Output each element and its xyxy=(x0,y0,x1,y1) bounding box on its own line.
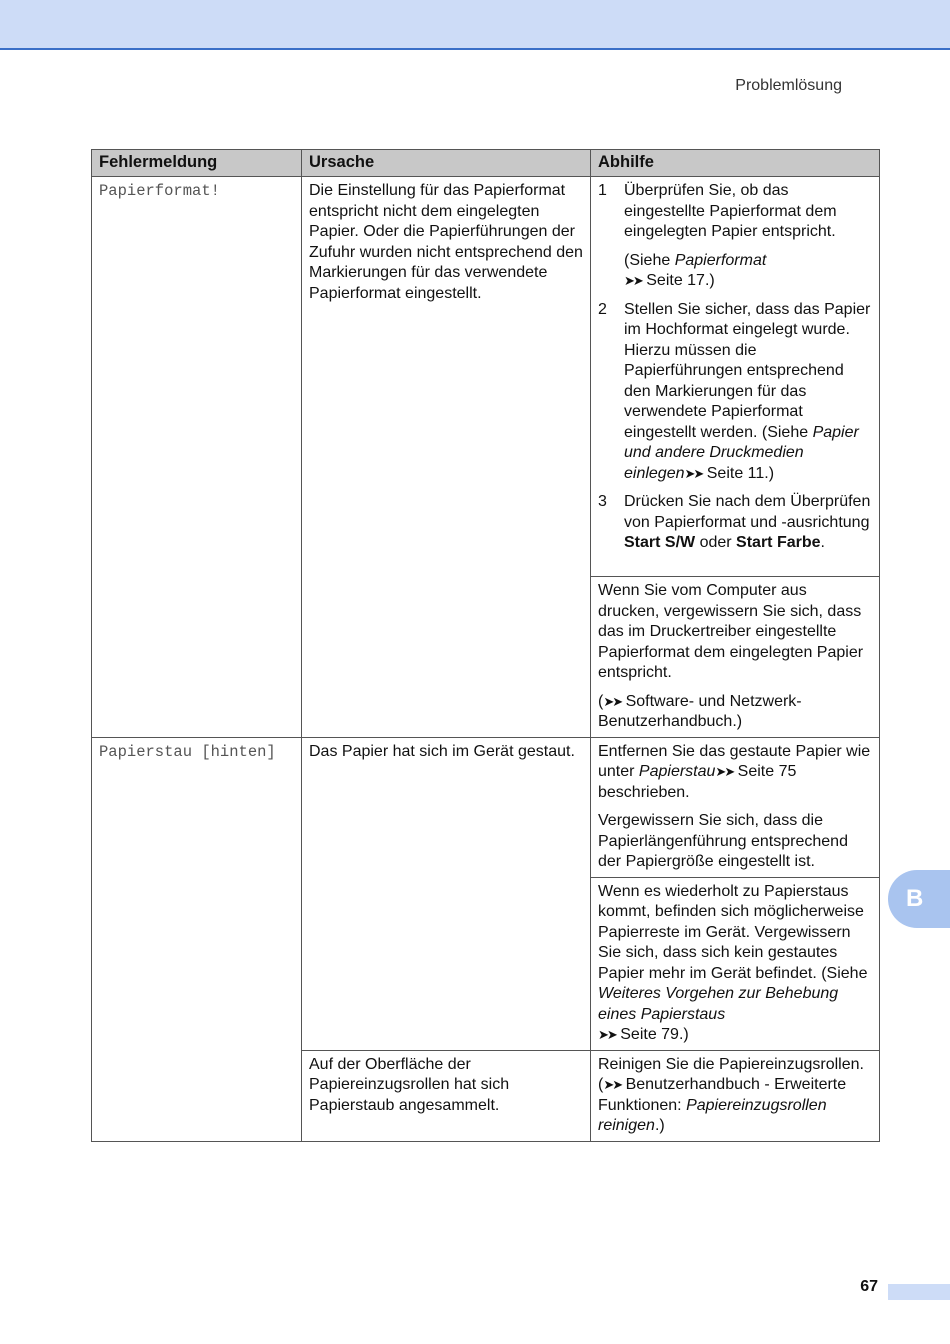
cause-cell: Die Einstellung für das Papierformat entspricht nicht dem eingelegten Papier. Oder die Papierführungen der Zufuhr wurden nicht entsprechend den Markierungen für das verwendete Papierformat eingestellt. xyxy=(302,177,591,738)
remedy-cell xyxy=(591,177,880,577)
page-number-bar xyxy=(888,1284,950,1300)
chapter-letter: B xyxy=(906,885,924,912)
error-message-paper-jam-rear: Papierstau [hinten] xyxy=(92,737,302,1141)
remedy-cell: Reinigen Sie die Papiereinzugsrollen. (➤➤ Benutzerhandbuch - Erweiterte Funktionen: Papiereinzugsrollen reinigen.) xyxy=(591,1050,880,1141)
column-header-cause: Ursache xyxy=(302,150,591,177)
cause-cell: Auf der Oberfläche der Papiereinzugsrollen hat sich Papierstaub angesammelt. xyxy=(302,1050,591,1141)
cross-reference: (➤➤ Software- und Netzwerk-Benutzerhandbuch.) xyxy=(598,692,802,730)
page-number: 67 xyxy=(860,1278,878,1295)
table-row xyxy=(92,177,880,577)
remedy-cell: Wenn es wiederholt zu Papierstaus kommt, befinden sich möglicherweise Papierreste im Gerät. Vergewissern Sie sich, dass sich kein gestautes Papier mehr im Gerät befindet. (Siehe Weiteres Vorgehen zur Behebung eines Papierstaus ➤➤ Seite 79.) xyxy=(591,877,880,1050)
remedy-cell: Entfernen Sie das gestaute Papier wie unter Papierstau➤➤ Seite 75 beschrieben. Vergewissern Sie sich, dass die Papierlängenführung entsprechend der Papiergröße eingestellt ist. xyxy=(591,737,880,877)
error-table xyxy=(91,149,880,1142)
double-arrow-icon: ➤➤ xyxy=(715,764,734,779)
column-header-remedy: Abhilfe xyxy=(591,150,880,177)
section-title: Problemlösung xyxy=(735,77,842,94)
double-arrow-icon: ➤➤ xyxy=(603,1077,622,1092)
table-row xyxy=(92,737,880,877)
remedy-step: 1 Überprüfen Sie, ob das eingestellte Papierformat dem eingelegten Papier entspricht. xyxy=(598,182,837,240)
column-header-error: Fehlermeldung xyxy=(92,150,302,177)
key-start-mono: Start S/W xyxy=(624,534,696,551)
remedy-step: 2 Stellen Sie sicher, dass das Papier im Hochformat eingelegt wurde. Hierzu müssen die Papierführungen entsprechend den Markierungen für das verwendete Papierformat eingestellt werden. (Siehe Papier und andere Druckmedien einlegen➤➤ Seite 11.) xyxy=(598,300,871,482)
remedy-step: 3 Drücken Sie nach dem Überprüfen von Papierformat und -ausrichtung Start S/W oder Start Farbe. xyxy=(598,493,871,551)
key-start-color: Start Farbe xyxy=(736,534,821,551)
header-band xyxy=(0,0,950,50)
chapter-tab xyxy=(888,870,950,928)
table-header-row xyxy=(92,150,880,177)
remedy-cell: Wenn Sie vom Computer aus drucken, vergewissern Sie sich, dass das im Druckertreiber eingestellte Papierformat dem eingelegten Papier entspricht. (➤➤ Software- und Netzwerk-Benutzerhandbuch.) xyxy=(591,577,880,738)
cause-cell: Das Papier hat sich im Gerät gestaut. xyxy=(302,737,591,1050)
error-message-paper-size: Papierformat! xyxy=(92,177,302,738)
double-arrow-icon: ➤➤ xyxy=(603,693,622,709)
double-arrow-icon: ➤➤ xyxy=(684,465,703,481)
double-arrow-icon: ➤➤ xyxy=(598,1027,616,1042)
double-arrow-icon: ➤➤ xyxy=(624,273,642,288)
cross-reference: (Siehe Papierformat ➤➤ Seite 17.) xyxy=(624,251,767,289)
